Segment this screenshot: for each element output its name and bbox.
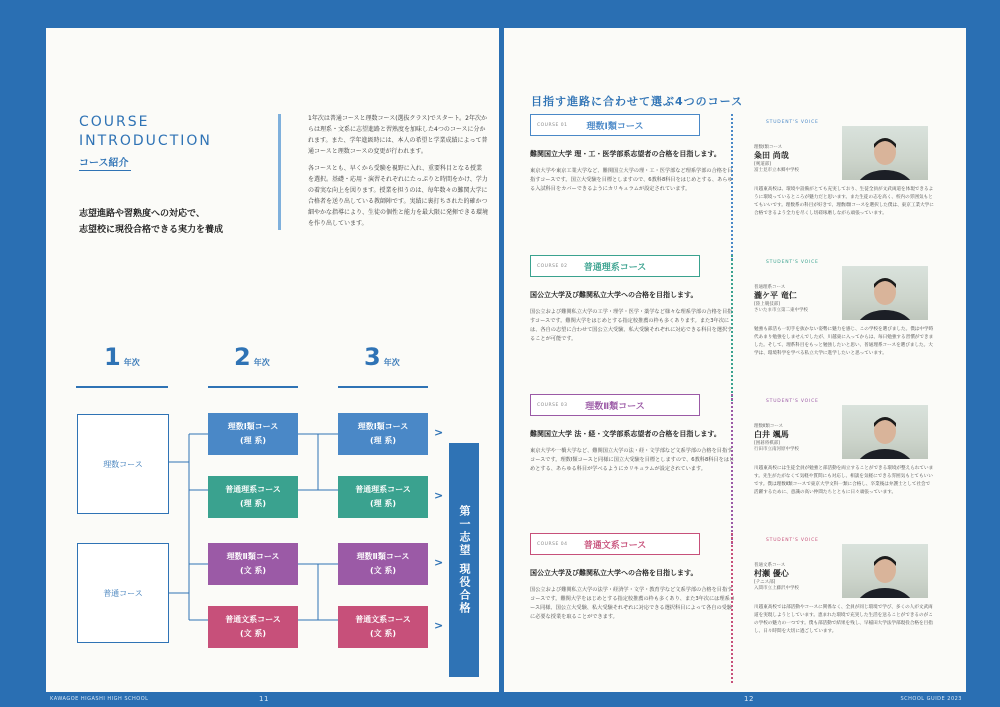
title-line-1: COURSE (79, 114, 150, 130)
student-portrait-icon (842, 266, 928, 320)
year3-course-futsu-bunkei (338, 606, 428, 648)
course-track: (文 系) (239, 629, 267, 638)
student-portrait-icon (842, 405, 928, 459)
dotted-divider (731, 114, 733, 260)
voice-label: STUDENT'S VOICE (766, 120, 819, 125)
course-description: 国公立および難関私立大学の法学・経済学・文学・教育学など文系学部の合格を目指すコースです。難関大学をはじめとする指定校推薦の枠も多くあり、また3年次には理系コース同様、国公立大受験、私大受験それぞれに対応できる選択科目によって各自の受験に必要な授業を取ることができます。 (530, 587, 735, 620)
year2-course-futsu-bunkei (208, 606, 298, 648)
dotted-divider (731, 255, 733, 401)
course-number: COURSE 01 (537, 122, 568, 128)
voice-label: STUDENT'S VOICE (766, 538, 819, 543)
course-tag (530, 394, 700, 416)
course-number: COURSE 03 (537, 402, 568, 408)
student-club: [剣道部] (754, 162, 772, 167)
page-number: 11 (259, 695, 269, 703)
student-info (754, 144, 842, 173)
student-name: 粂田 尚哉 (754, 151, 789, 160)
left-page (46, 28, 499, 692)
student-photo (842, 126, 928, 180)
course-heading: 難関国立大学 法・経・文学部系志望者の合格を目指します。 (530, 430, 721, 438)
year2-course-rishu2 (208, 543, 298, 585)
chevron-right-icon: > (434, 489, 444, 502)
course-heading: 国公立大学及び難関私立大学への合格を目指します。 (530, 291, 698, 299)
voice-label: STUDENT'S VOICE (766, 260, 819, 265)
student-info (754, 284, 842, 313)
course-number: COURSE 02 (537, 263, 568, 269)
course-track: (文 系) (369, 566, 397, 575)
course-block-4 (530, 533, 735, 622)
course-subtitle: コース紹介 (79, 158, 129, 169)
student-voice-1 (754, 120, 934, 216)
course-heading: 難関国立大学 理・工・医学部系志望者の合格を目指します。 (530, 150, 721, 158)
year-number: 3 (364, 343, 381, 371)
course-block-1 (530, 114, 733, 194)
year2-course-rishu1 (208, 413, 298, 455)
course-number: COURSE 04 (537, 541, 568, 547)
page-number: 12 (744, 695, 754, 703)
chevron-right-icon: > (434, 556, 444, 569)
intro-paragraph-2: 各コースとも、早くから受験を視野に入れ、重要科目となる授業を選択。基礎・応用・演習それぞれにたっぷりと時間をかけ、学力の着実な向上を図ります。授業を担うのは、毎年数々の難関大学に合格者を送り出している教師陣です。実績に裏打ちされた的確かつ細やかな指導により、生徒の個性と能力を最大限に発揮できる環境を作り出しています。 (308, 165, 489, 227)
course-name: 理数Ⅰ類コース (357, 422, 409, 431)
course-description: 東京大学や一橋大学など、難関国立大学の法・経・文学部など文系学部の合格を目指すコースです。理数Ⅰ類コースと同様に国立大受験を目標としますので、6教科8科目をはじめとする、あらゆる科目が学べるようにカリキュラムが設定されています。 (530, 448, 735, 472)
student-info (754, 423, 842, 452)
footer-right (504, 693, 966, 707)
course-track: (文 系) (239, 566, 267, 575)
chevron-right-icon: > (434, 619, 444, 632)
year3-course-rishu2 (338, 543, 428, 585)
course-description: 東京大学や東京工業大学など、難関国立大学の理・工・医学部など理系学部の合格を目指すコースです。国立大受験を目標としますので、6教科8科目をはじめとする、あらゆる入試科目をカバーできるようにカリキュラムが設定されています。 (530, 168, 733, 192)
title-line-2: INTRODUCTION (79, 133, 212, 149)
chevron-right-icon: > (434, 426, 444, 439)
course-name: 普通理系コース (355, 485, 411, 494)
course-tag (530, 114, 700, 136)
course-block-2 (530, 255, 733, 344)
course-track: (理 系) (239, 499, 267, 508)
dotted-divider (731, 394, 733, 544)
year1-science-box: 理数コース (77, 414, 169, 514)
student-photo (842, 266, 928, 320)
student-comment: 勉強も部活も一切手を抜かない姿勢に魅力を感じ、この学校を選びました。僕は中学時代あまり勉強をしませんでしたが、川越東に入ってからは、毎日勉強する習慣ができました。そして、理系科目をもっと勉強したいと思い、普通理系コースを選びました。大学は、環境科学を学べる私立大学に進学したいと思っています。 (754, 327, 934, 356)
footer-guide-label: SCHOOL GUIDE 2023 (900, 696, 962, 702)
tagline-line-2: 志望校に現役合格できる実力を養成 (79, 225, 224, 235)
student-name: 村瀬 優心 (754, 569, 789, 578)
student-photo (842, 544, 928, 598)
course-name: 理数Ⅱ類コース (356, 552, 410, 561)
footer-school-name: KAWAGOE HIGASHI HIGH SCHOOL (50, 696, 149, 702)
course-name: 普通理系コース (583, 262, 647, 273)
student-name: 瀧ケ平 竜仁 (754, 291, 797, 300)
course-heading: 国公立大学及び難関私立大学への合格を目指します。 (530, 569, 698, 577)
student-comment: 川越東高校は、環境や設備がとても充実しており、生徒全員が文武両道を体現できるように環境っているところが魅力だと思います。また生徒の志を高く、校内の雰囲気もとてもいいです。理数系の科目が好きで、理数Ⅰ類コースを選択した僕は、東京工業大学に合格できるよう全力を尽くし切磋琢磨しながら頑張っています。 (754, 187, 934, 216)
year2-course-futsu-rikei (208, 476, 298, 518)
course-name: 普通理系コース (225, 485, 281, 494)
voice-label: STUDENT'S VOICE (766, 399, 819, 404)
student-photo (842, 405, 928, 459)
student-school: 入間市立上藤沢中学校 (754, 586, 799, 591)
course-name: 普通文系コース (583, 540, 647, 551)
tagline-line-1: 志望進路や習熟度への対応で、 (79, 209, 205, 219)
student-info (754, 562, 842, 591)
year-label: 年次 (123, 358, 140, 367)
course-description: 国公立および難関私立大学の工学・理学・医学・薬学など様々な理系学部の合格を目指すコースです。難関大学をはじめとする指定校推薦の枠も多くあります。また3年次には、各自の志望に合わせて国公立大受験、私大受験それぞれに対応できる科目を選択することが可能です。 (530, 309, 733, 342)
course-name: 普通文系コース (225, 615, 281, 624)
student-voice-4 (754, 538, 934, 634)
student-course: 普通文系コース (754, 563, 786, 568)
year-label: 年次 (383, 358, 400, 367)
student-club: [テニス部] (754, 580, 776, 585)
student-portrait-icon (842, 126, 928, 180)
course-block-3 (530, 394, 735, 474)
right-page (504, 28, 966, 692)
course-name: 普通文系コース (355, 615, 411, 624)
student-voice-2 (754, 260, 934, 356)
course-track: (文 系) (369, 629, 397, 638)
student-course: 理数Ⅱ類コース (754, 424, 783, 429)
course-tag (530, 255, 700, 277)
dotted-divider (731, 533, 733, 683)
student-course: 普通理系コース (754, 285, 786, 290)
year1-general-box: 普通コース (77, 543, 169, 643)
course-name: 理数Ⅰ類コース (227, 422, 279, 431)
student-comment: 川越東高校には生徒全員が勉強と部活動を両立することができる環境が整えられています。先生がたがなくて気軽や質問にも対応し、相談を気軽にできる雰囲気もとてもいいです。僕は理数Ⅱ類コースで東京大学文科一類に合格し、卒業後は弁護士として社会で活躍するために、意識の高い仲間たちとともに日々頑張っています。 (754, 466, 934, 495)
footer-left (46, 693, 499, 707)
student-school: 富士見市立本郷中学校 (754, 168, 799, 173)
year3-course-futsu-rikei (338, 476, 428, 518)
year-number: 2 (234, 343, 251, 371)
course-track: (理 系) (369, 499, 397, 508)
student-voice-3 (754, 399, 934, 495)
student-name: 白井 颯馬 (754, 430, 789, 439)
course-name: 理数Ⅱ類コース (585, 401, 645, 412)
course-name: 理数Ⅰ類コース (586, 121, 644, 132)
year-number: 1 (104, 343, 121, 371)
page-title: 目指す進路に合わせて選ぶ4つのコース (531, 95, 744, 108)
course-name: 理数Ⅱ類コース (226, 552, 280, 561)
student-club: [囲碁将棋部] (754, 441, 781, 446)
intro-paragraph-1: 1年次は普通コースと理数コース(選抜クラス)でスタート。2年次からは理系・文系に志望進路と習熟度を加味した4つのコースに分かれます。また、学年進級時には、本人の希望と学業成績によって普通コースと理数コースの変更が行われます。 (308, 115, 488, 155)
student-school: 行田市立南河原中学校 (754, 447, 799, 452)
year3-course-rishu1 (338, 413, 428, 455)
goal-box: 第一志望 現役合格 (449, 443, 479, 677)
course-track: (理 系) (239, 436, 267, 445)
student-portrait-icon (842, 544, 928, 598)
course-track: (理 系) (369, 436, 397, 445)
student-comment: 川越東高校では部活動やコースに関係なく、全員が同じ環境で学び、多くの人が文武両道を実現しようとしています。恵まれた環境で充実した生活を送ることができるのがこの学校の魅力の一つです。僕も部活動で結果を残し、早稲田大学法学部現役合格を目指し、日々時間を大切に過ごしています。 (754, 605, 933, 634)
student-school: さいたま市立第二東中学校 (754, 308, 808, 313)
course-tag (530, 533, 700, 555)
student-course: 理数Ⅰ類コース (754, 145, 783, 150)
student-club: [陸上競技部] (754, 302, 781, 307)
year-label: 年次 (253, 358, 270, 367)
